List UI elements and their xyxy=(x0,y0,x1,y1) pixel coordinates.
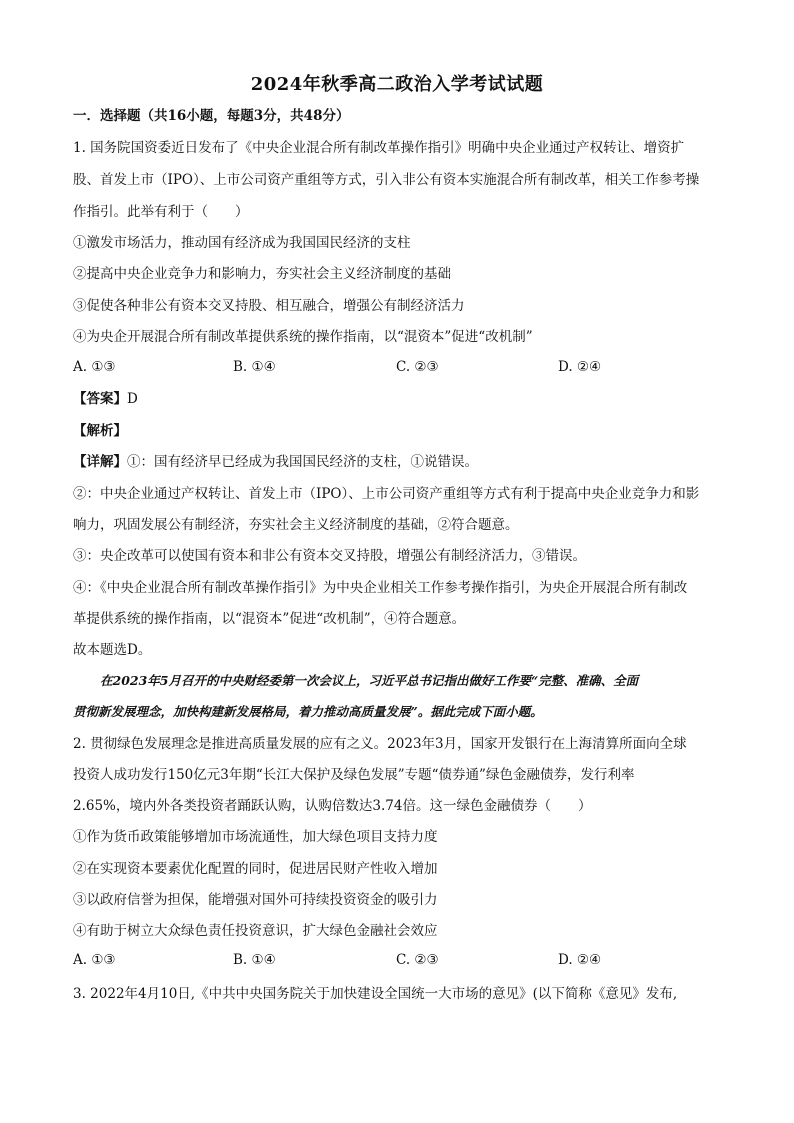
q2-item-2: ②在实现资本要素优化配置的同时，促进居民财产性收入增加 xyxy=(73,861,438,877)
q2-stem-line-1: 2. 贯彻绿色发展理念是推进高质量发展的应有之义。2023年3月，国家开发银行在上海清算所面向全球 xyxy=(73,736,687,752)
q1-item-3: ③促使各种非公有资本交叉持股、相互融合，增强公有制经济活力 xyxy=(73,298,465,314)
q1-detail-line-3: 响力，巩固发展公有制经济，夯实社会主义经济制度的基础，②符合题意。 xyxy=(73,517,519,533)
detail-text: ①：国有经济早已经成为我国国民经济的支柱，①说错误。 xyxy=(127,454,478,470)
answer-value: D xyxy=(127,391,138,407)
q1-stem-line-1: 1. 国务院国资委近日发布了《中央企业混合所有制改革操作指引》明确中央企业通过产权转让、增资扩 xyxy=(73,140,685,156)
q1-item-2: ②提高中央企业竞争力和影响力，夯实社会主义经济制度的基础 xyxy=(73,266,451,282)
answer-tag: 【答案】 xyxy=(73,391,127,407)
q2-item-4: ④有助于树立大众绿色责任投资意识，扩大绿色金融社会效应 xyxy=(73,923,438,939)
q2-option-a: A. ①③ xyxy=(73,952,116,968)
q1-option-b: B. ①④ xyxy=(233,359,276,375)
q3-stem-line-1: 3. 2022年4月10日,《中共中央国务院关于加快建设全国统一大市场的意见》(以下简称《意见》发布, xyxy=(73,986,678,1002)
q2-item-3: ③以政府信誉为担保，能增强对国外可持续投资资金的吸引力 xyxy=(73,892,438,908)
q1-answer xyxy=(73,389,733,409)
q2-stem-line-3: 2.65%，境内外各类投资者踊跃认购，认购倍数达3.74倍。这一绿色金融债券（ ） xyxy=(73,798,592,814)
q1-detail-line-4: ③：央企改革可以使国有资本和非公有资本交叉持股，增强公有制经济活力，③错误。 xyxy=(73,548,586,564)
q1-item-4: ④为央企开展混合所有制改革提供系统的操作指南，以“混资本”促进“改机制” xyxy=(73,329,533,345)
q1-detail-line-5: ④：《中央企业混合所有制改革操作指引》为中央企业相关工作参考操作指引，为央企开展混合所有制改 xyxy=(73,580,688,596)
analysis-tag: 【解析】 xyxy=(73,423,127,439)
material-line-1: 在2023年5月召开的中央财经委第一次会议上，习近平总书记指出做好工作要“完整、准确、全面 xyxy=(100,673,639,688)
q2-option-b: B. ①④ xyxy=(233,952,276,968)
q1-stem-line-2: 股、首发上市（IPO）、上市公司资产重组等方式，引入非公有资本实施混合所有制改革，相关工作参考操 xyxy=(73,172,700,188)
q1-detail-line-6: 革提供系统的操作指南，以“混资本”促进“改机制”，④符合题意。 xyxy=(73,611,466,627)
detail-tag: 【详解】 xyxy=(73,454,127,470)
q1-stem-line-3: 作指引。此举有利于（ ） xyxy=(73,204,249,220)
q1-analysis-tag xyxy=(73,421,733,441)
q1-detail-line-2: ②：中央企业通过产权转让、首发上市（IPO）、上市公司资产重组等方式有利于提高中央企业竞争力和影 xyxy=(73,486,700,502)
q1-item-1: ①激发市场活力，推动国有经济成为我国国民经济的支柱 xyxy=(73,235,411,251)
section-heading: 一．选择题（共16小题，每题3分，共48分） xyxy=(73,108,350,124)
q1-option-d: D. ②④ xyxy=(558,359,602,375)
q1-option-c: C. ②③ xyxy=(396,359,439,375)
q2-option-d: D. ②④ xyxy=(558,952,602,968)
q2-item-1: ①作为货币政策能够增加市场流通性，加大绿色项目支持力度 xyxy=(73,829,438,845)
page-title: 2024年秋季高二政治入学考试试题 xyxy=(250,74,544,95)
q1-option-a: A. ①③ xyxy=(73,359,116,375)
q2-stem-line-2: 投资人成功发行150亿元3年期“长江大保护及绿色发展”专题“债券通”绿色金融债券，发行利率 xyxy=(73,767,635,783)
q1-detail-line-7: 故本题选D。 xyxy=(73,642,152,658)
material-line-2: 贯彻新发展理念，加快构建新发展格局，着力推动高质量发展”。据此完成下面小题。 xyxy=(73,704,543,719)
q2-option-c: C. ②③ xyxy=(396,952,439,968)
q1-detail-line-1 xyxy=(73,452,733,472)
